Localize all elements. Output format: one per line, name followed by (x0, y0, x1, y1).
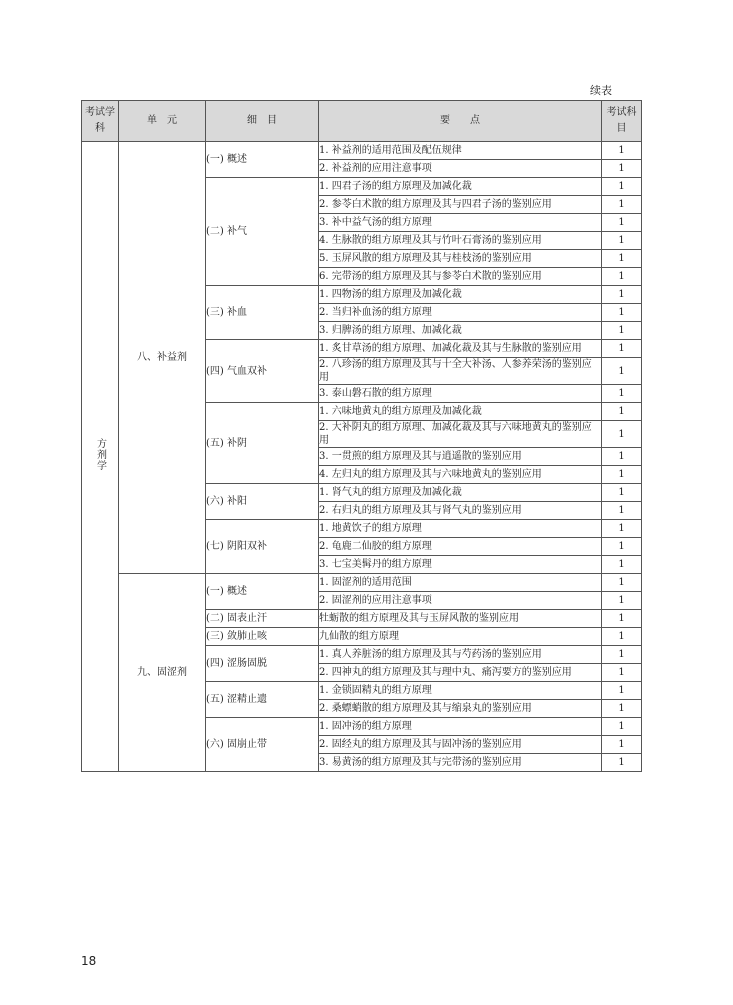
table-body (82, 142, 642, 772)
subject-cell (82, 142, 119, 772)
item-cell: (三) 敛肺止咳 (206, 628, 319, 646)
point-cell: 2. 四神丸的组方原理及其与理中丸、痛泻要方的鉴别应用 (319, 664, 602, 682)
point-cell: 1. 六味地黄丸的组方原理及加减化裁 (319, 403, 602, 421)
score-cell: 1 (602, 448, 642, 466)
score-cell: 1 (602, 322, 642, 340)
syllabus-table (81, 100, 642, 772)
score-cell: 1 (602, 232, 642, 250)
score-cell: 1 (602, 556, 642, 574)
table-header-row (82, 101, 642, 142)
point-cell: 2. 大补阴丸的组方原理、加减化裁及其与六味地黄丸的鉴别应用 (319, 421, 602, 448)
point-cell: 1. 四物汤的组方原理及加减化裁 (319, 286, 602, 304)
score-cell: 1 (602, 214, 642, 232)
header-points: 要 点 (319, 101, 602, 142)
score-cell: 1 (602, 502, 642, 520)
header-item: 细 目 (206, 101, 319, 142)
point-cell: 1. 固冲汤的组方原理 (319, 718, 602, 736)
item-cell: (二) 补气 (206, 178, 319, 286)
point-cell: 4. 左归丸的组方原理及其与六味地黄丸的鉴别应用 (319, 466, 602, 484)
score-cell: 1 (602, 178, 642, 196)
score-cell: 1 (602, 268, 642, 286)
header-subject: 考试学科 (82, 101, 119, 142)
point-cell: 1. 肾气丸的组方原理及加减化裁 (319, 484, 602, 502)
page-number: 18 (81, 954, 97, 968)
score-cell: 1 (602, 682, 642, 700)
score-cell: 1 (602, 646, 642, 664)
point-cell: 3. 补中益气汤的组方原理 (319, 214, 602, 232)
score-cell: 1 (602, 385, 642, 403)
point-cell: 2. 补益剂的应用注意事项 (319, 160, 602, 178)
score-cell: 1 (602, 592, 642, 610)
score-cell: 1 (602, 466, 642, 484)
score-cell: 1 (602, 520, 642, 538)
point-cell: 1. 金锁固精丸的组方原理 (319, 682, 602, 700)
unit-cell: 九、固涩剂 (119, 574, 206, 772)
score-cell: 1 (602, 484, 642, 502)
point-cell: 2. 八珍汤的组方原理及其与十全大补汤、人参养荣汤的鉴别应用 (319, 358, 602, 385)
point-cell: 1. 固涩剂的适用范围 (319, 574, 602, 592)
point-cell: 1. 四君子汤的组方原理及加减化裁 (319, 178, 602, 196)
point-cell: 3. 泰山磐石散的组方原理 (319, 385, 602, 403)
point-cell: 2. 参苓白术散的组方原理及其与四君子汤的鉴别应用 (319, 196, 602, 214)
point-cell: 牡蛎散的组方原理及其与玉屏风散的鉴别应用 (319, 610, 602, 628)
score-cell: 1 (602, 754, 642, 772)
score-cell: 1 (602, 718, 642, 736)
score-cell: 1 (602, 403, 642, 421)
item-cell: (六) 固崩止带 (206, 718, 319, 772)
point-cell: 1. 补益剂的适用范围及配伍规律 (319, 142, 602, 160)
point-cell: 2. 右归丸的组方原理及其与肾气丸的鉴别应用 (319, 502, 602, 520)
point-cell: 2. 固经丸的组方原理及其与固冲汤的鉴别应用 (319, 736, 602, 754)
item-cell: (四) 气血双补 (206, 340, 319, 403)
point-cell: 6. 完带汤的组方原理及其与参苓白术散的鉴别应用 (319, 268, 602, 286)
score-cell: 1 (602, 196, 642, 214)
item-cell: (一) 概述 (206, 142, 319, 178)
score-cell: 1 (602, 250, 642, 268)
unit-cell: 八、补益剂 (119, 142, 206, 574)
score-cell: 1 (602, 421, 642, 448)
point-cell: 1. 真人养脏汤的组方原理及其与芍药汤的鉴别应用 (319, 646, 602, 664)
point-cell: 2. 当归补血汤的组方原理 (319, 304, 602, 322)
header-unit: 单 元 (119, 101, 206, 142)
subject-label: 方剂学 (94, 438, 106, 471)
score-cell: 1 (602, 628, 642, 646)
score-cell: 1 (602, 700, 642, 718)
item-cell: (四) 涩肠固脱 (206, 646, 319, 682)
score-cell: 1 (602, 736, 642, 754)
score-cell: 1 (602, 610, 642, 628)
point-cell: 4. 生脉散的组方原理及其与竹叶石膏汤的鉴别应用 (319, 232, 602, 250)
point-cell: 3. 归脾汤的组方原理、加减化裁 (319, 322, 602, 340)
point-cell: 1. 炙甘草汤的组方原理、加减化裁及其与生脉散的鉴别应用 (319, 340, 602, 358)
item-cell: (二) 固表止汗 (206, 610, 319, 628)
point-cell: 3. 易黄汤的组方原理及其与完带汤的鉴别应用 (319, 754, 602, 772)
continued-label: 续表 (590, 84, 612, 97)
score-cell: 1 (602, 538, 642, 556)
score-cell: 1 (602, 358, 642, 385)
point-cell: 九仙散的组方原理 (319, 628, 602, 646)
point-cell: 1. 地黄饮子的组方原理 (319, 520, 602, 538)
item-cell: (七) 阴阳双补 (206, 520, 319, 574)
table-row (82, 142, 642, 160)
score-cell: 1 (602, 286, 642, 304)
item-cell: (三) 补血 (206, 286, 319, 340)
score-cell: 1 (602, 340, 642, 358)
point-cell: 3. 七宝美髯丹的组方原理 (319, 556, 602, 574)
item-cell: (六) 补阳 (206, 484, 319, 520)
score-cell: 1 (602, 664, 642, 682)
item-cell: (五) 补阴 (206, 403, 319, 484)
table-row (82, 574, 642, 592)
point-cell: 2. 龟鹿二仙胶的组方原理 (319, 538, 602, 556)
point-cell: 3. 一贯煎的组方原理及其与逍遥散的鉴别应用 (319, 448, 602, 466)
point-cell: 2. 桑螵蛸散的组方原理及其与缩泉丸的鉴别应用 (319, 700, 602, 718)
item-cell: (五) 涩精止遗 (206, 682, 319, 718)
item-cell: (一) 概述 (206, 574, 319, 610)
score-cell: 1 (602, 160, 642, 178)
score-cell: 1 (602, 574, 642, 592)
header-score: 考试科目 (602, 101, 642, 142)
point-cell: 2. 固涩剂的应用注意事项 (319, 592, 602, 610)
point-cell: 5. 玉屏风散的组方原理及其与桂枝汤的鉴别应用 (319, 250, 602, 268)
score-cell: 1 (602, 304, 642, 322)
score-cell: 1 (602, 142, 642, 160)
